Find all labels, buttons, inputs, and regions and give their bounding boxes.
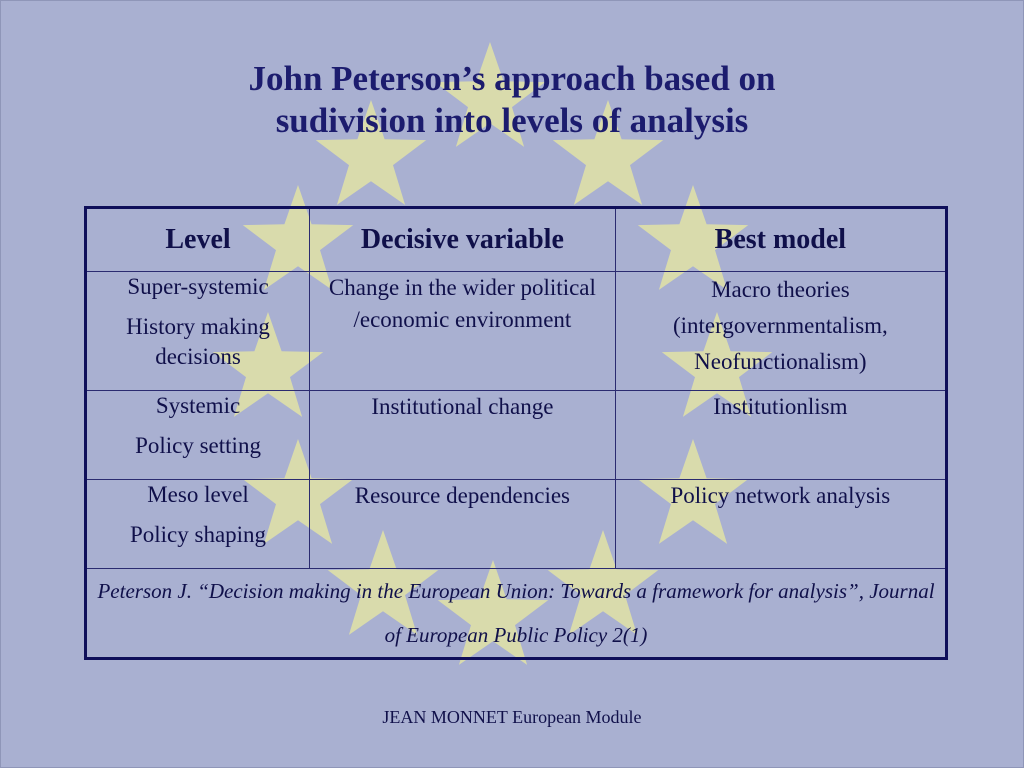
- citation-text: Peterson J. “Decision making in the European Union: Towards a framework for analysis”, Journal of European Public Policy 2(1): [86, 569, 947, 659]
- level-name: Systemic: [155, 393, 241, 418]
- header-level: Level: [86, 208, 310, 272]
- level-cell: [86, 272, 310, 391]
- slide-title: [0, 58, 1024, 142]
- level-description: Policy setting: [135, 433, 261, 458]
- level-cell: [86, 480, 310, 569]
- level-name: Meso level: [147, 482, 249, 507]
- best-model-text: Macro theories (intergovernmentalism,: [672, 277, 888, 338]
- best-model-text: Neofunctionalism): [694, 349, 867, 374]
- model-cell: [615, 480, 946, 569]
- level-description: Policy shaping: [129, 522, 267, 547]
- header-best-model: Best model: [615, 208, 946, 272]
- title-line-2: sudivision into levels of analysis: [275, 101, 749, 140]
- header-decisive-variable: Decisive variable: [310, 208, 616, 272]
- citation-row: [86, 569, 947, 659]
- level-name: Super-systemic: [127, 274, 269, 299]
- variable-cell: [310, 391, 616, 480]
- model-cell: [615, 272, 946, 391]
- variable-cell: [310, 272, 616, 391]
- model-cell: [615, 391, 946, 480]
- decisive-variable-text: Resource dependencies: [354, 483, 571, 508]
- title-line-1: John Peterson’s approach based on: [248, 59, 776, 98]
- table-row: [86, 391, 947, 480]
- best-model-text: Institutionlism: [713, 394, 848, 419]
- table-row: [86, 480, 947, 569]
- levels-table: [84, 206, 948, 660]
- decisive-variable-text: Change in the wider political /economic environment: [328, 275, 596, 332]
- level-description: History making decisions: [126, 314, 270, 369]
- slide-footer: JEAN MONNET European Module: [382, 707, 642, 727]
- level-cell: [86, 391, 310, 480]
- best-model-text: Policy network analysis: [670, 483, 891, 508]
- table-header-row: [86, 208, 947, 272]
- variable-cell: [310, 480, 616, 569]
- table-row: [86, 272, 947, 391]
- decisive-variable-text: Institutional change: [371, 394, 554, 419]
